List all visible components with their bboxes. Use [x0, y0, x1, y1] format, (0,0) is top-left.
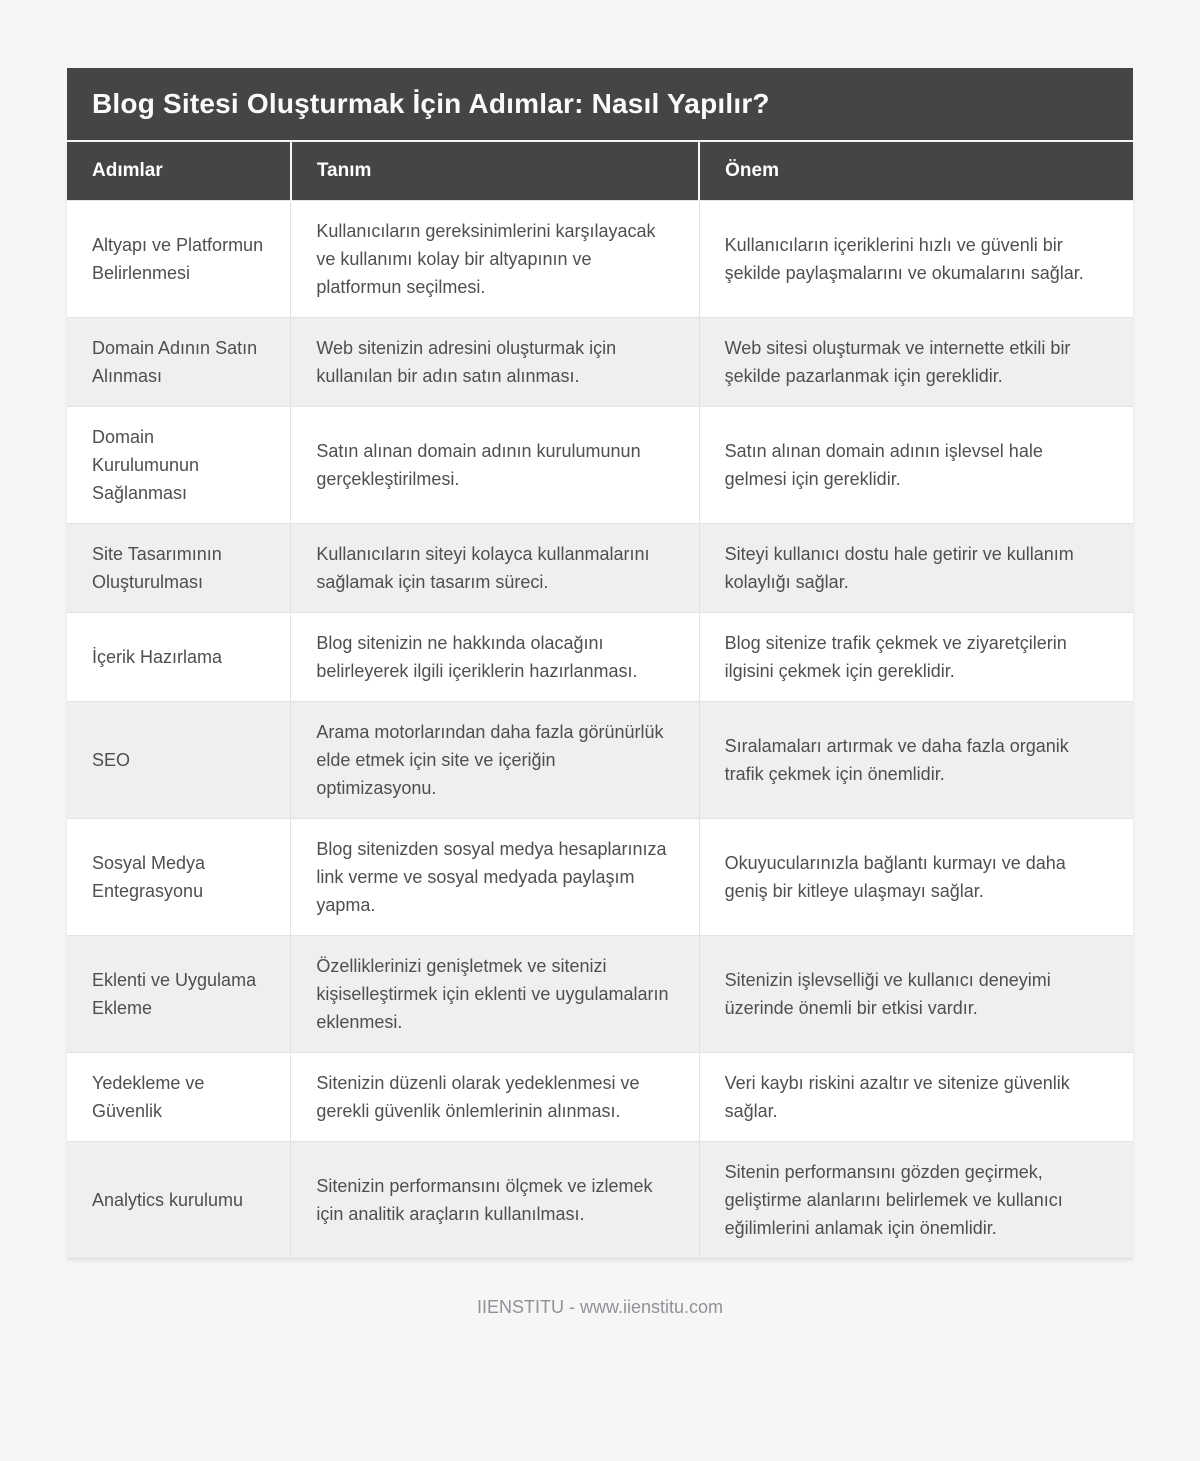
table-row [67, 201, 1133, 318]
importance-cell: Web sitesi oluşturmak ve internette etkili bir şekilde pazarlanmak için gereklidir. [699, 318, 1133, 407]
importance-cell: Siteyi kullanıcı dostu hale getirir ve kullanım kolaylığı sağlar. [699, 524, 1133, 613]
importance-cell: Okuyucularınızla bağlantı kurmayı ve daha geniş bir kitleye ulaşmayı sağlar. [699, 819, 1133, 936]
step-cell: Domain Kurulumunun Sağlanması [92, 427, 200, 503]
table-row [67, 318, 1133, 407]
definition-cell: Blog sitenizden sosyal medya hesaplarınıza link verme ve sosyal medyada paylaşım yapma. [291, 819, 699, 936]
step-cell: SEO [92, 750, 131, 770]
definition-cell: Sitenizin düzenli olarak yedeklenmesi ve gerekli güvenlik önlemlerinin alınması. [291, 1053, 699, 1142]
content-sheet [67, 0, 1133, 1318]
definition-cell: Blog sitenizin ne hakkında olacağını belirleyerek ilgili içeriklerin hazırlanması. [291, 613, 699, 702]
definition-cell: Satın alınan domain adının kurulumunun gerçekleştirilmesi. [291, 407, 699, 524]
page-title: Blog Sitesi Oluşturmak İçin Adımlar: Nasıl Yapılır? [67, 68, 1133, 140]
importance-cell: Blog sitenize trafik çekmek ve ziyaretçilerin ilgisini çekmek için gereklidir. [699, 613, 1133, 702]
step-cell: Domain Adının Satın Alınması [92, 338, 258, 386]
table-row [67, 407, 1133, 524]
step-cell: Altyapı ve Platformun Belirlenmesi [92, 235, 264, 283]
importance-cell: Satın alınan domain adının işlevsel hale gelmesi için gereklidir. [699, 407, 1133, 524]
step-cell: Sosyal Medya Entegrasyonu [92, 853, 206, 901]
step-cell: Eklenti ve Uygulama Ekleme [92, 970, 257, 1018]
table-row [67, 1053, 1133, 1142]
footer-credit: IIENSTITU - www.iienstitu.com [476, 1297, 724, 1317]
table-row [67, 613, 1133, 702]
definition-cell: Arama motorlarından daha fazla görünürlük elde etmek için site ve içeriğin optimizasyonu. [291, 702, 699, 819]
table-body [67, 201, 1133, 1259]
table-header [67, 142, 1133, 201]
importance-cell: Kullanıcıların içeriklerini hızlı ve güvenli bir şekilde paylaşmalarını ve okumalarını sağlar. [699, 201, 1133, 318]
definition-cell: Kullanıcıların siteyi kolayca kullanmalarını sağlamak için tasarım süreci. [291, 524, 699, 613]
column-header-importance: Önem [699, 142, 1133, 201]
definition-cell: Sitenizin performansını ölçmek ve izlemek için analitik araçların kullanılması. [291, 1142, 699, 1259]
steps-table [67, 142, 1133, 1259]
column-header-steps: Adımlar [67, 142, 291, 201]
definition-cell: Özelliklerinizi genişletmek ve sitenizi kişiselleştirmek için eklenti ve uygulamaların eklenmesi. [291, 936, 699, 1053]
importance-cell: Sitenizin işlevselliği ve kullanıcı deneyimi üzerinde önemli bir etkisi vardır. [699, 936, 1133, 1053]
step-cell: Site Tasarımının Oluşturulması [92, 544, 222, 592]
table-row [67, 819, 1133, 936]
header-row [67, 142, 1133, 201]
importance-cell: Sıralamaları artırmak ve daha fazla organik trafik çekmek için önemlidir. [699, 702, 1133, 819]
definition-cell: Kullanıcıların gereksinimlerini karşılayacak ve kullanımı kolay bir altyapının ve platformun seçilmesi. [291, 201, 699, 318]
column-header-definition: Tanım [291, 142, 699, 201]
importance-cell: Veri kaybı riskini azaltır ve sitenize güvenlik sağlar. [699, 1053, 1133, 1142]
importance-cell: Sitenin performansını gözden geçirmek, geliştirme alanlarını belirlemek ve kullanıcı eğilimlerini anlamak için önemlidir. [699, 1142, 1133, 1259]
step-cell: Yedekleme ve Güvenlik [92, 1073, 205, 1121]
step-cell: Analytics kurulumu [92, 1190, 244, 1210]
table-row [67, 936, 1133, 1053]
definition-cell: Web sitenizin adresini oluşturmak için kullanılan bir adın satın alınması. [291, 318, 699, 407]
table-row [67, 524, 1133, 613]
step-cell: İçerik Hazırlama [92, 647, 223, 667]
table-row [67, 1142, 1133, 1259]
table-row [67, 702, 1133, 819]
